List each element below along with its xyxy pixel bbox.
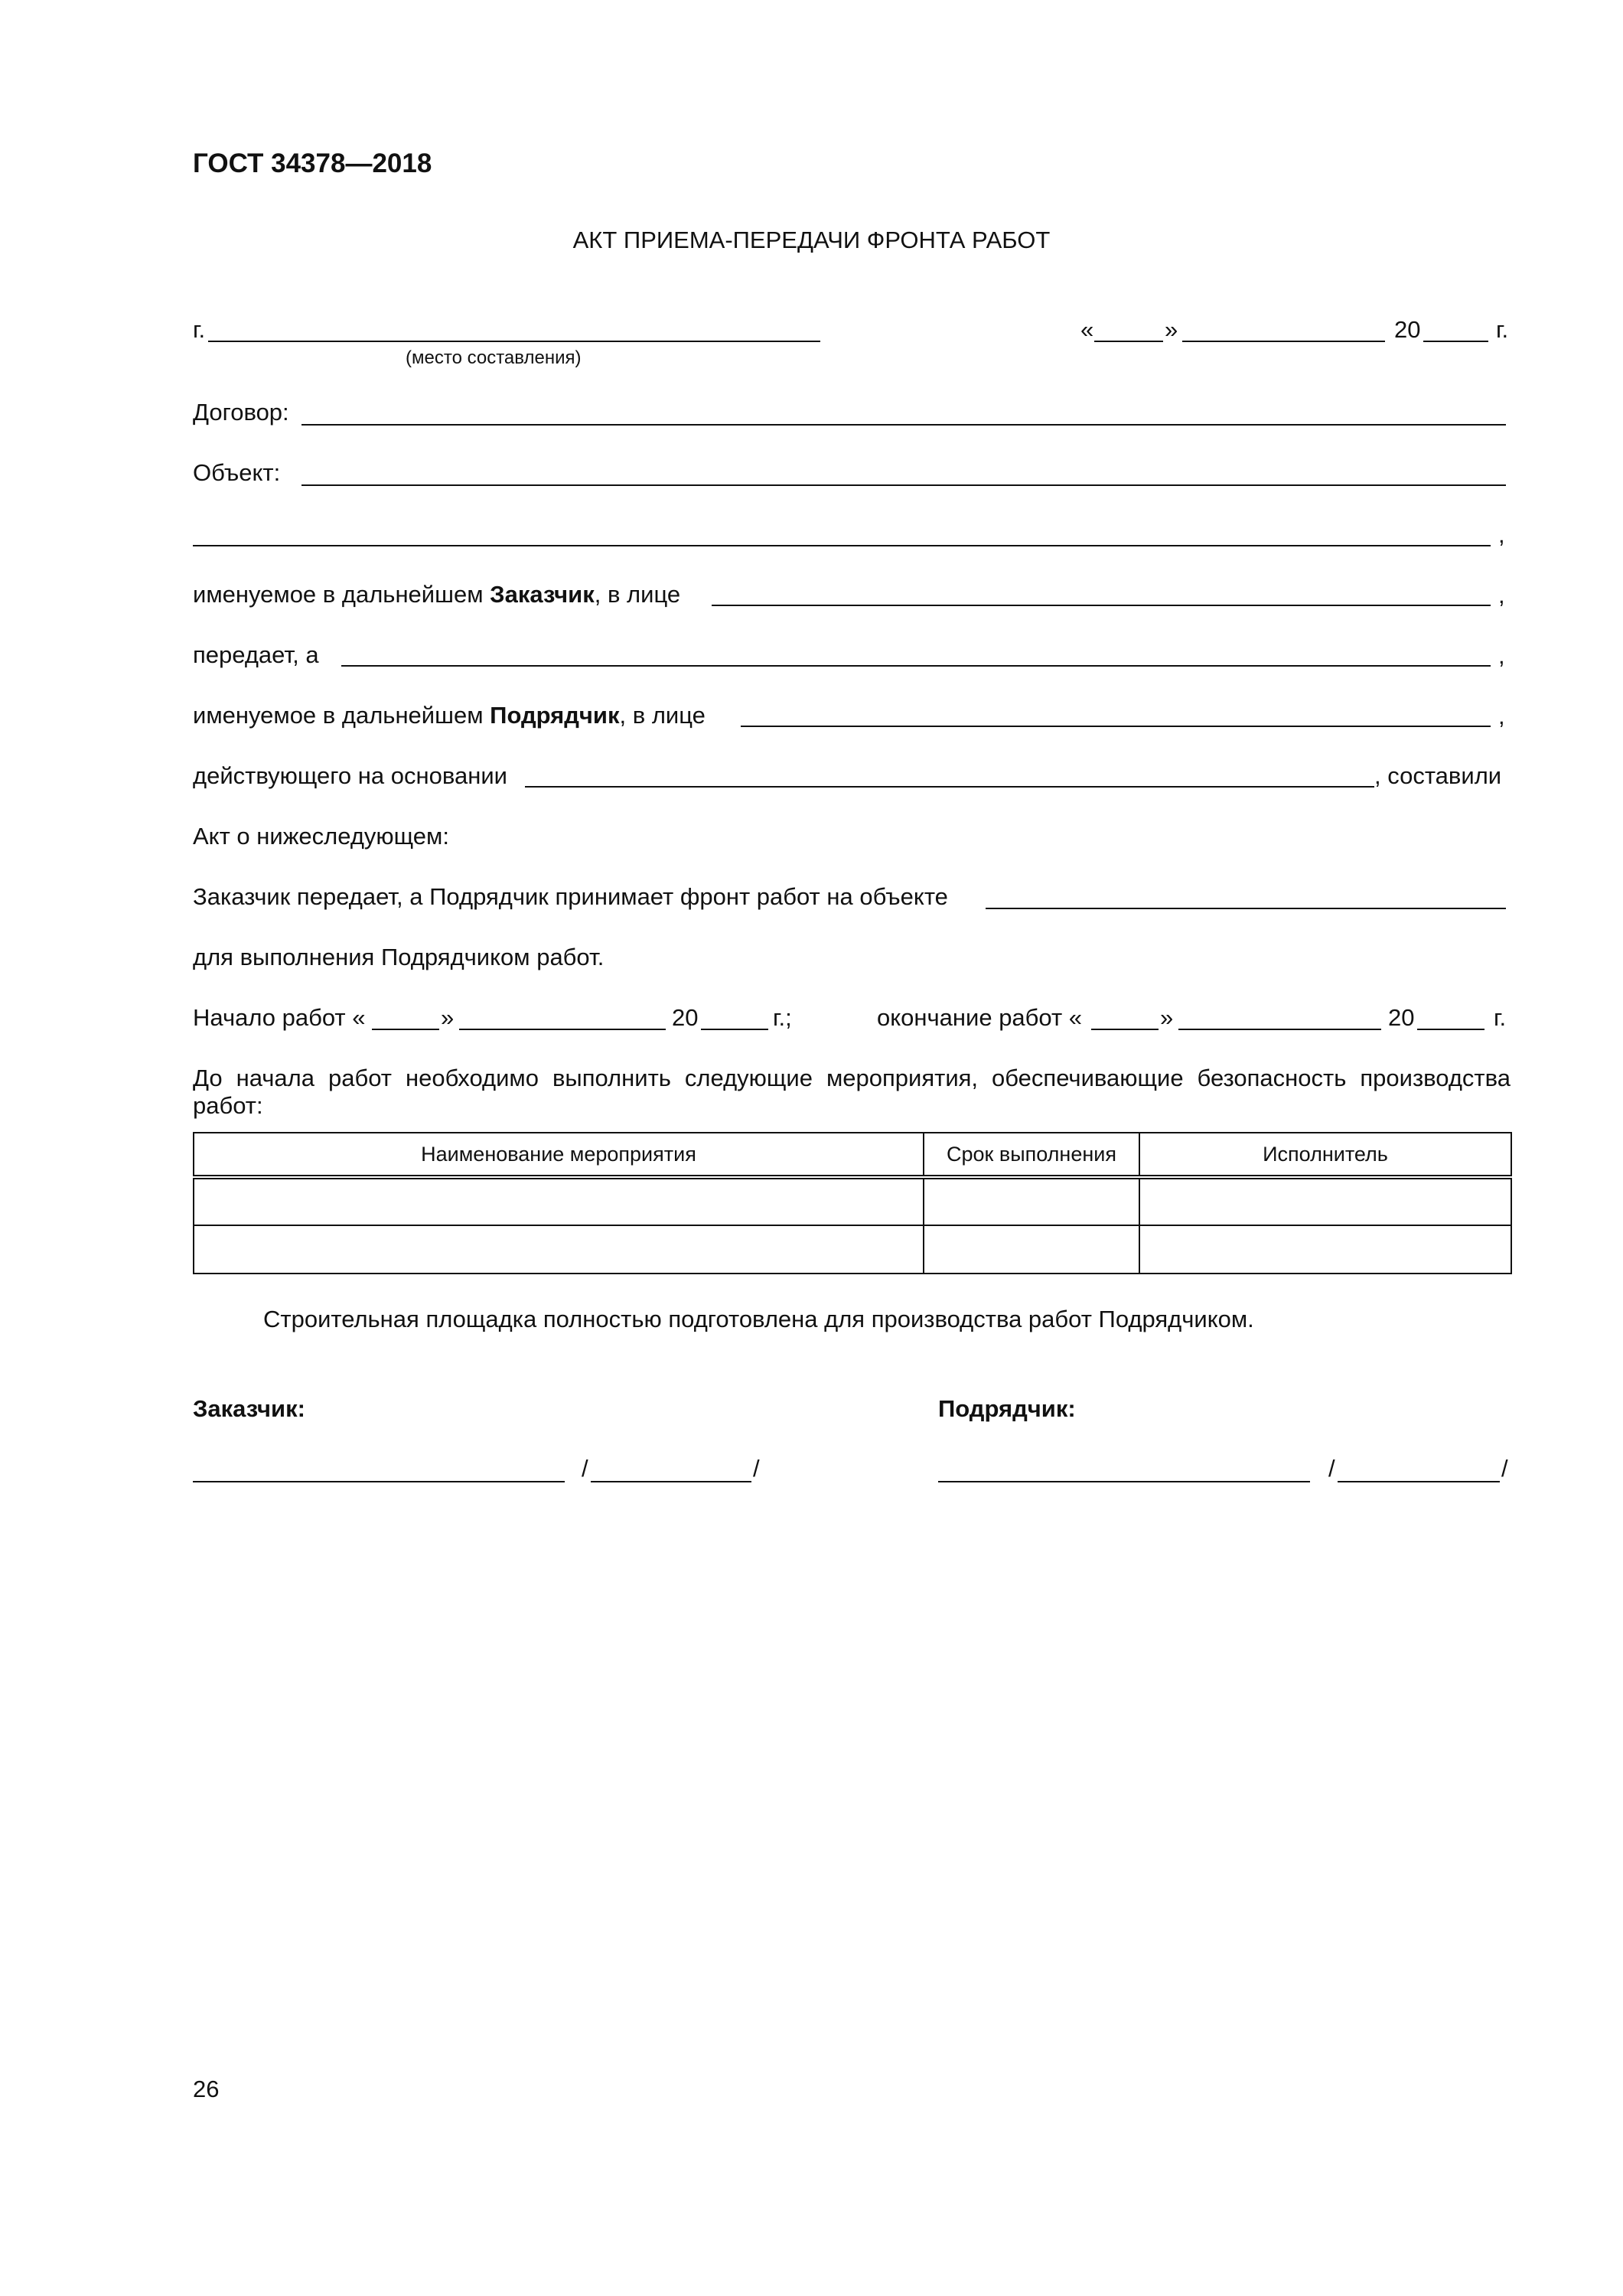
customer-name-field[interactable]: [591, 1481, 751, 1482]
customer-term: Заказчик: [490, 581, 595, 608]
table-row: [194, 1225, 1511, 1274]
start-year-suffix: г.;: [773, 1004, 792, 1031]
site-ready-text: Строительная площадка полностью подготовлена для производства работ Подрядчиком.: [263, 1306, 1254, 1332]
slash: /: [1328, 1455, 1335, 1482]
object-continuation-field[interactable]: [193, 545, 1491, 546]
slash: /: [1501, 1455, 1508, 1482]
date-year-suffix: г.: [1496, 316, 1509, 343]
customer-pre: именуемое в дальнейшем: [193, 581, 490, 608]
table-row: [194, 1177, 1511, 1225]
start-month-field[interactable]: [459, 1029, 666, 1030]
date-close-quote: »: [1165, 316, 1178, 343]
customer-representative-field[interactable]: [712, 605, 1491, 606]
safety-text-line-2: работ:: [193, 1092, 263, 1119]
contractor-name-field[interactable]: [341, 665, 1491, 667]
table-cell[interactable]: [924, 1225, 1139, 1274]
column-header-deadline: Срок выполнения: [924, 1133, 1139, 1177]
comma: ,: [1498, 642, 1505, 669]
front-line-text: Заказчик передает, а Подрядчик принимает фронт работ на объекте: [193, 883, 948, 910]
place-prefix: г.: [193, 316, 206, 343]
column-header-executor: Исполнитель: [1139, 1133, 1511, 1177]
document-title: АКТ ПРИЕМА-ПЕРЕДАЧИ ФРОНТА РАБОТ: [572, 227, 1051, 253]
table-cell[interactable]: [924, 1177, 1139, 1225]
place-field[interactable]: [208, 341, 820, 342]
end-month-field[interactable]: [1178, 1029, 1381, 1030]
contractor-term: Подрядчик: [490, 702, 620, 729]
table-cell[interactable]: [194, 1177, 924, 1225]
act-intro: Акт о нижеследующем:: [193, 823, 449, 850]
start-year-field[interactable]: [701, 1029, 768, 1030]
basis-field[interactable]: [525, 786, 1374, 788]
table-cell[interactable]: [194, 1225, 924, 1274]
contract-field[interactable]: [301, 424, 1506, 426]
contractor-representative-field[interactable]: [741, 726, 1491, 727]
object-label: Объект:: [193, 459, 281, 486]
date-month-field[interactable]: [1182, 341, 1385, 342]
comma: ,: [1498, 703, 1505, 729]
end-label: окончание работ «: [877, 1004, 1083, 1031]
basis-end: , составили: [1374, 762, 1502, 789]
front-object-field[interactable]: [986, 908, 1506, 909]
slash: /: [582, 1455, 588, 1482]
date-day-field[interactable]: [1094, 341, 1163, 342]
start-close-quote: »: [441, 1004, 455, 1031]
basis-label: действующего на основании: [193, 762, 507, 789]
contractor-name-field[interactable]: [1338, 1481, 1500, 1482]
end-year-field[interactable]: [1417, 1029, 1484, 1030]
contractor-line-text: [193, 702, 706, 729]
transfers-label: передает, а: [193, 641, 319, 668]
safety-text-line-1: До начала работ необходимо выполнить следующие мероприятия, обеспечивающие безопасность производства: [193, 1065, 1511, 1091]
customer-line-text: [193, 581, 680, 608]
end-close-quote: »: [1160, 1004, 1174, 1031]
for-work-text: для выполнения Подрядчиком работ.: [193, 944, 605, 970]
slash: /: [753, 1455, 760, 1482]
end-year-prefix: 20: [1388, 1004, 1415, 1031]
date-year-prefix: 20: [1394, 316, 1421, 343]
start-year-prefix: 20: [672, 1004, 699, 1031]
customer-signature-field[interactable]: [193, 1481, 565, 1482]
object-field[interactable]: [301, 484, 1506, 486]
contractor-signature-label: Подрядчик:: [938, 1395, 1076, 1422]
customer-post: , в лице: [594, 581, 681, 608]
place-caption: (место составления): [406, 347, 582, 368]
comma: ,: [1498, 521, 1505, 548]
date-year-field[interactable]: [1423, 341, 1488, 342]
date-open-quote: «: [1080, 316, 1094, 343]
table-cell[interactable]: [1139, 1225, 1511, 1274]
document-code: ГОСТ 34378—2018: [193, 148, 432, 178]
contractor-signature-field[interactable]: [938, 1481, 1310, 1482]
page-number: 26: [193, 2076, 220, 2102]
end-day-field[interactable]: [1091, 1029, 1159, 1030]
safety-measures-table: [193, 1132, 1512, 1274]
start-label: Начало работ «: [193, 1004, 366, 1031]
column-header-measure: Наименование мероприятия: [194, 1133, 924, 1177]
contractor-pre: именуемое в дальнейшем: [193, 702, 490, 729]
customer-signature-label: Заказчик:: [193, 1395, 305, 1422]
table-header-row: [194, 1133, 1511, 1177]
table-cell[interactable]: [1139, 1177, 1511, 1225]
comma: ,: [1498, 582, 1505, 608]
start-day-field[interactable]: [372, 1029, 439, 1030]
contract-label: Договор:: [193, 399, 289, 426]
contractor-post: , в лице: [619, 702, 706, 729]
end-year-suffix: г.: [1494, 1004, 1507, 1031]
